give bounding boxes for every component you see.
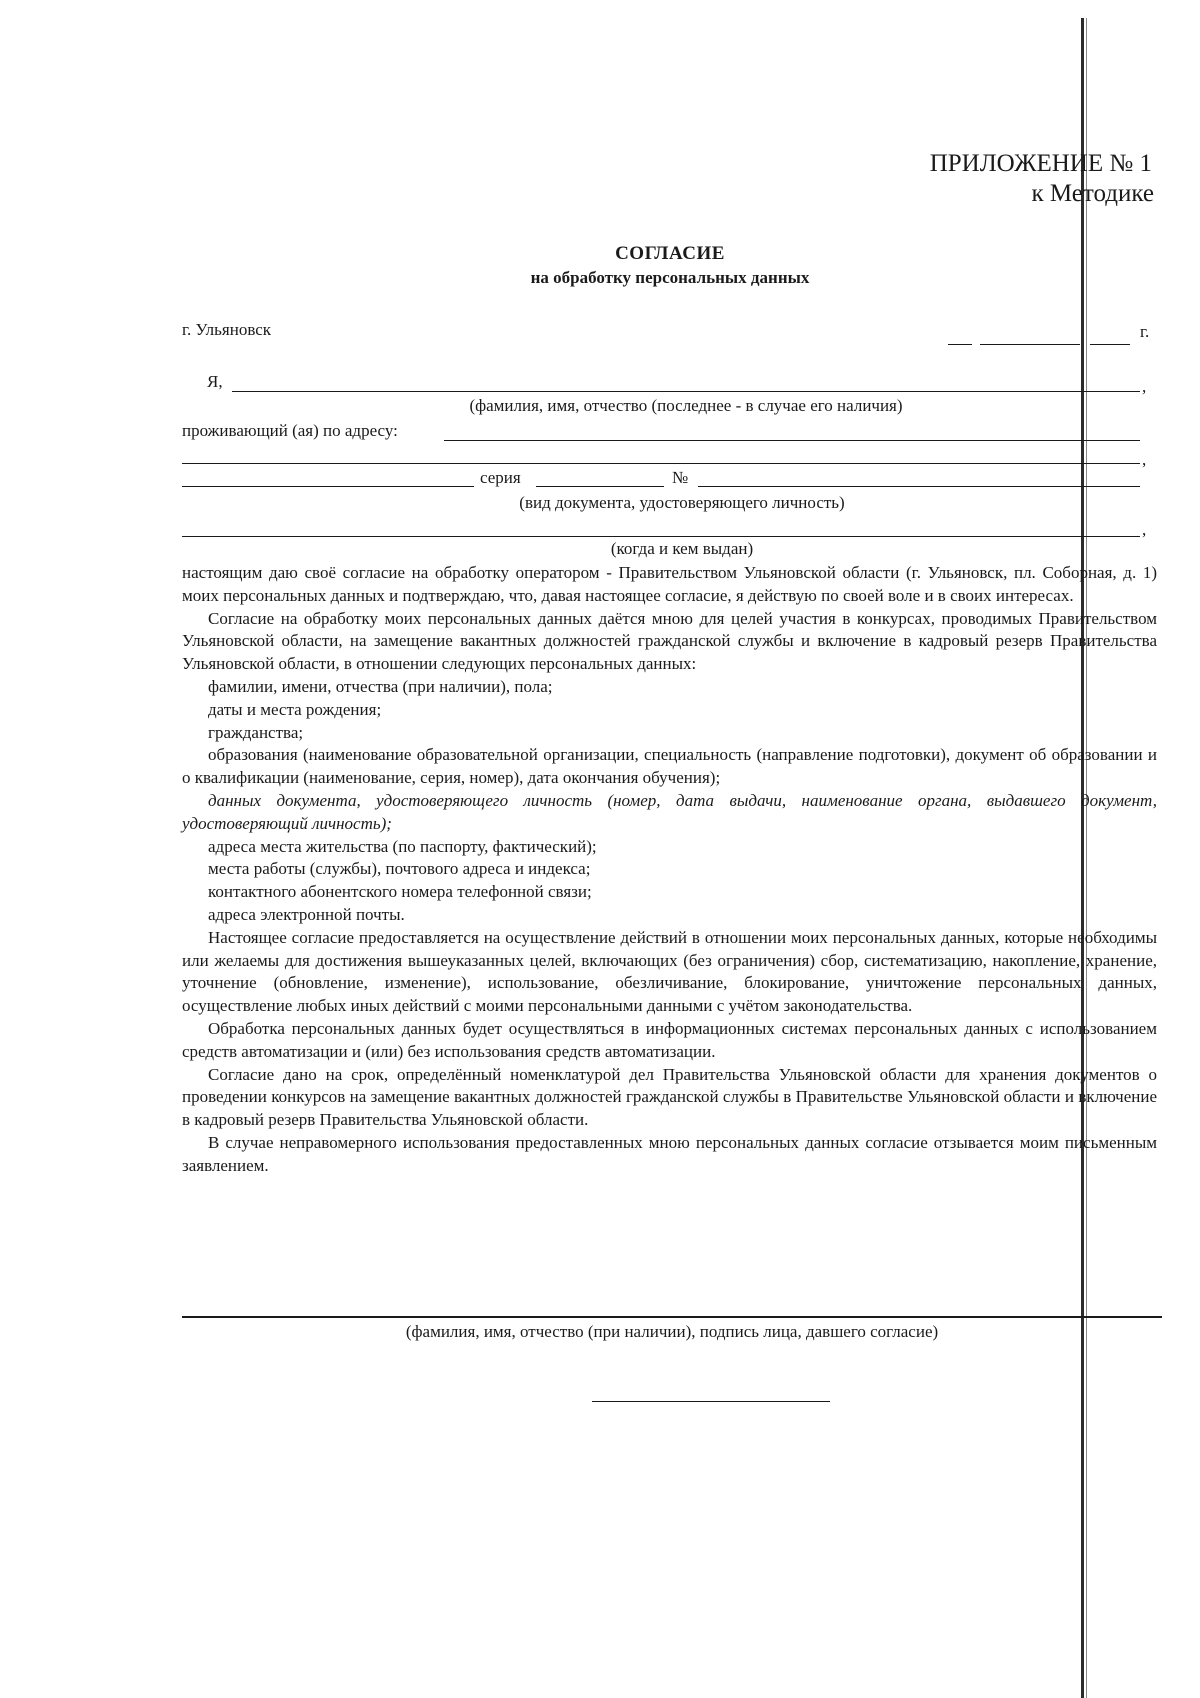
comma-mark-2: , — [1142, 450, 1147, 469]
comma-mark: , — [1142, 377, 1147, 396]
paragraph-actions: Настоящее согласие предоставляется на осуществление действий в отношении моих персональных данных, которые необходимы или желаемы для достижения вышеуказанных целей, включающих (без ограничения) сбор, систематизацию, накопление, хранение, уточнение (обновление, изменение), использование, обезличивание, блокирование, уничтожение персональных данных, осуществление любых иных действий с моими персональными данными с учётом законодательства. — [182, 927, 1157, 1016]
list-item: адреса электронной почты. — [208, 904, 405, 924]
city-label: г. Ульяновск — [182, 320, 272, 339]
date-suffix: г. — [1140, 322, 1150, 341]
address-blank-2 — [182, 463, 1140, 464]
fio-blank — [232, 391, 1140, 392]
document-type-blank — [182, 486, 474, 487]
signature-line — [182, 1316, 1162, 1318]
number-label: № — [672, 468, 689, 487]
list-item-identity-document: данных документа, удостоверяющего личность (номер, дата выдачи, наименование органа, выдавшего документ, удостоверяющий личность); — [182, 790, 1157, 833]
seria-label: серия — [480, 468, 521, 487]
ya-label: Я, — [207, 372, 223, 391]
list-item: адреса места жительства (по паспорту, фактический); — [208, 836, 597, 856]
address-blank — [444, 440, 1140, 441]
date-day-blank — [948, 344, 972, 345]
paragraph-consent: настоящим даю своё согласие на обработку оператором - Правительством Ульяновской области (г. Ульяновск, пл. Соборная, д. 1) моих персональных данных и подтверждаю, что, давая настоящее согласие, я действую по своей воле и в своих интересах. — [182, 563, 1157, 605]
date-signature-blank — [592, 1401, 830, 1402]
seria-blank — [536, 486, 664, 487]
date-month-blank — [980, 344, 1080, 345]
document-title: СОГЛАСИЕ — [615, 243, 725, 264]
comma-mark-3: , — [1142, 520, 1147, 539]
list-item: гражданства; — [208, 722, 304, 742]
issued-blank — [182, 536, 1140, 537]
paragraph-term: Согласие дано на срок, определённый номенклатурой дел Правительства Ульяновской области для хранения документов о проведении конкурсов на замещение вакантных должностей гражданской службы в Правительстве Ульяновской области и включение в кадровый резерв Правительства Ульяновской области. — [182, 1064, 1157, 1130]
appendix-number: ПРИЛОЖЕНИЕ № 1 — [929, 150, 1152, 177]
list-item: фамилии, имени, отчества (при наличии), пола; — [208, 676, 553, 696]
list-item-education: образования (наименование образовательной организации, специальность (направление подготовки), документ об образовании и о квалификации (наименование, серия, номер), дата окончания обучения); — [182, 745, 1157, 788]
consent-body — [182, 562, 1157, 1178]
number-blank — [698, 486, 1140, 487]
hint-issued: (когда и кем выдан) — [610, 539, 754, 558]
paragraph-revocation: В случае неправомерного использования предоставленных мною персональных данных согласие отзывается моим письменным заявлением. — [182, 1132, 1157, 1175]
date-year-blank — [1090, 344, 1130, 345]
list-item: места работы (службы), почтового адреса и индекса; — [208, 859, 591, 879]
hint-document: (вид документа, удостоверяющего личность) — [519, 493, 845, 512]
address-label: проживающий (ая) по адресу: — [182, 421, 398, 440]
appendix-reference: к Методике — [1031, 180, 1154, 207]
list-item: контактного абонентского номера телефонной связи; — [208, 882, 592, 902]
paragraph-processing: Обработка персональных данных будет осуществляться в информационных системах персональных данных с использованием средств автоматизации и (или) без использования средств автоматизации. — [182, 1018, 1157, 1061]
document-subtitle: на обработку персональных данных — [530, 268, 810, 287]
paragraph-purpose: Согласие на обработку моих персональных данных даётся мною для целей участия в конкурсах, проводимых Правительством Ульяновской области, на замещение вакантных должностей гражданской службы и включение в кадровый резерв Правительства Ульяновской области, в отношении следующих персональных данных: — [182, 608, 1157, 674]
hint-signature: (фамилия, имя, отчество (при наличии), подпись лица, давшего согласие) — [405, 1322, 939, 1341]
list-item: даты и места рождения; — [208, 699, 382, 719]
hint-fio: (фамилия, имя, отчество (последнее - в случае его наличия) — [469, 396, 903, 415]
